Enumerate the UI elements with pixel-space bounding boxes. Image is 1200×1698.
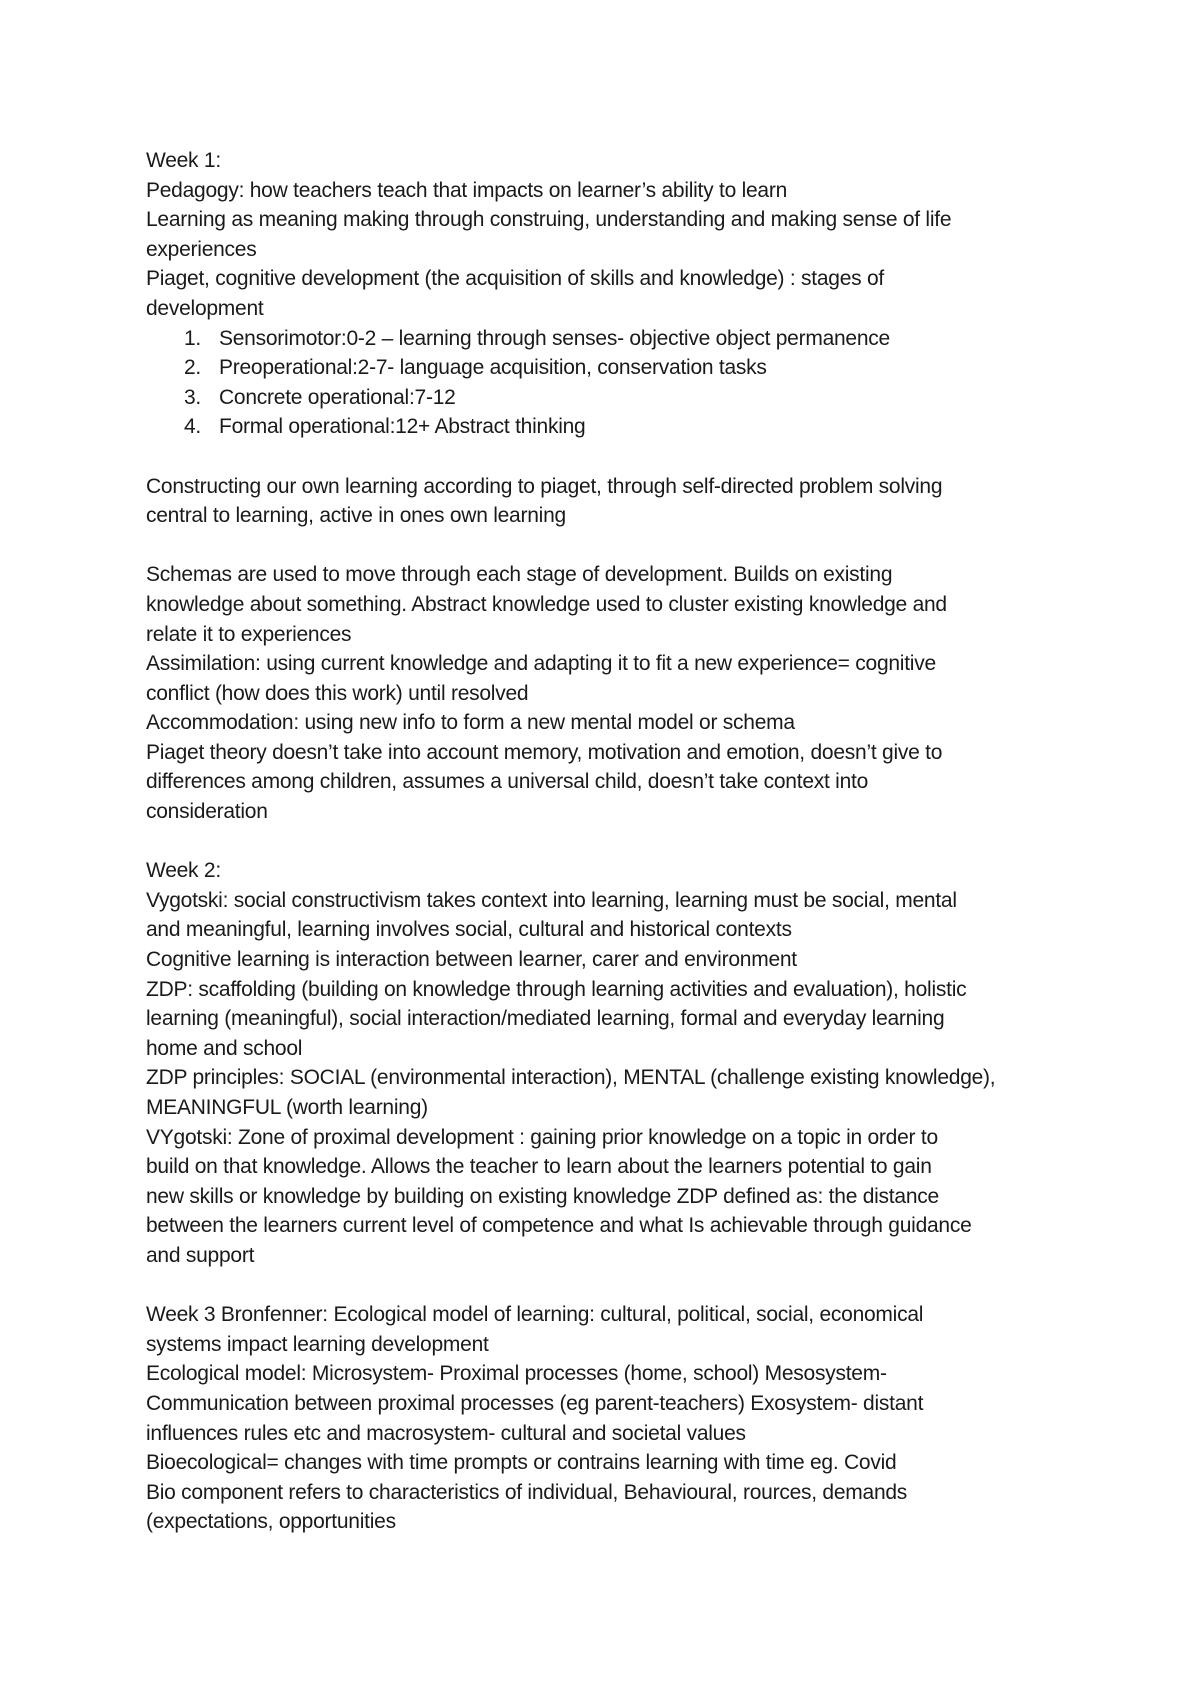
paragraph-gap <box>146 531 1066 561</box>
text-line: Bio component refers to characteristics of individual, Behavioural, rources, demands <box>146 1480 908 1504</box>
text-line: Piaget, cognitive development (the acquisition of skills and knowledge) : stages of <box>146 267 885 291</box>
text-line: between the learners current level of competence and what Is achievable through guidance <box>146 1214 972 1238</box>
text-line: Assimilation: using current knowledge and adapting it to fit a new experience= cognitive <box>146 652 936 676</box>
list-item-text: Concrete operational:7-12 <box>219 385 456 409</box>
stages-list <box>146 324 1066 442</box>
text-line: Learning as meaning making through construing, understanding and making sense of life <box>146 208 952 232</box>
text-line: ZDP principles: SOCIAL (environmental interaction), MENTAL (challenge existing knowledge), <box>146 1066 996 1090</box>
text-line: Piaget theory doesn’t take into account memory, motivation and emotion, doesn’t give to <box>146 740 943 764</box>
text-line: build on that knowledge. Allows the teacher to learn about the learners potential to gain <box>146 1155 932 1179</box>
text-line: and support <box>146 1243 255 1267</box>
list-number: 3. <box>184 385 202 409</box>
text-line: consideration <box>146 800 268 824</box>
text-line: Constructing our own learning according to piaget, through self-directed problem solving <box>146 474 943 498</box>
list-item <box>146 353 1066 383</box>
text-line: conflict (how does this work) until resolved <box>146 681 529 705</box>
text-line: Vygotski: social constructivism takes context into learning, learning must be social, mental <box>146 888 957 912</box>
text-line: learning (meaningful), social interaction/mediated learning, formal and everyday learning <box>146 1007 945 1031</box>
week2-heading: Week 2: <box>146 859 221 883</box>
text-line: Pedagogy: how teachers teach that impacts on learner’s ability to learn <box>146 178 788 202</box>
list-item-text: Preoperational:2-7- language acquisition, conservation tasks <box>219 356 767 380</box>
text-line: relate it to experiences <box>146 622 352 646</box>
week3-heading-line: Week 3 Bronfenner: Ecological model of learning: cultural, political, social, economical <box>146 1303 924 1327</box>
paragraph-gap <box>146 1271 1066 1301</box>
text-line: (expectations, opportunities <box>146 1510 396 1534</box>
text-line: Communication between proximal processes (eg parent-teachers) Exosystem- distant <box>146 1391 924 1415</box>
paragraph-gap <box>146 827 1066 857</box>
text-line: development <box>146 296 264 320</box>
text-line: Cognitive learning is interaction between learner, carer and environment <box>146 948 797 972</box>
list-number: 1. <box>184 326 202 350</box>
text-line: home and school <box>146 1036 303 1060</box>
week1-heading: Week 1: <box>146 149 221 172</box>
text-line: central to learning, active in ones own learning <box>146 504 566 528</box>
text-line: knowledge about something. Abstract knowledge used to cluster existing knowledge and <box>146 592 947 616</box>
text-line: Accommodation: using new info to form a new mental model or schema <box>146 711 795 735</box>
list-item <box>146 412 1066 442</box>
paragraph-gap <box>146 442 1066 472</box>
text-line: new skills or knowledge by building on existing knowledge ZDP defined as: the distance <box>146 1184 939 1208</box>
text-line: VYgotski: Zone of proximal development : gaining prior knowledge on a topic in order to <box>146 1125 938 1149</box>
list-number: 2. <box>184 356 202 380</box>
text-line: systems impact learning development <box>146 1332 489 1356</box>
text-line: ZDP: scaffolding (building on knowledge through learning activities and evaluation), holistic <box>146 977 967 1001</box>
text-line: Ecological model: Microsystem- Proximal processes (home, school) Mesosystem- <box>146 1362 887 1386</box>
text-line: differences among children, assumes a universal child, doesn’t take context into <box>146 770 869 794</box>
text-line: influences rules etc and macrosystem- cultural and societal values <box>146 1421 746 1445</box>
text-line: Schemas are used to move through each stage of development. Builds on existing <box>146 563 893 587</box>
text-line: and meaningful, learning involves social, cultural and historical contexts <box>146 918 792 942</box>
list-item <box>146 383 1066 413</box>
text-line: experiences <box>146 237 257 261</box>
notes-text <box>146 146 1066 1537</box>
text-line: MEANINGFUL (worth learning) <box>146 1096 428 1119</box>
text-line: Bioecological= changes with time prompts or contrains learning with time eg. Covid <box>146 1451 897 1475</box>
list-item-text: Sensorimotor:0-2 – learning through senses- objective object permanence <box>219 326 890 350</box>
list-item-text: Formal operational:12+ Abstract thinking <box>219 415 586 439</box>
list-number: 4. <box>184 415 202 439</box>
list-item <box>146 324 1066 354</box>
